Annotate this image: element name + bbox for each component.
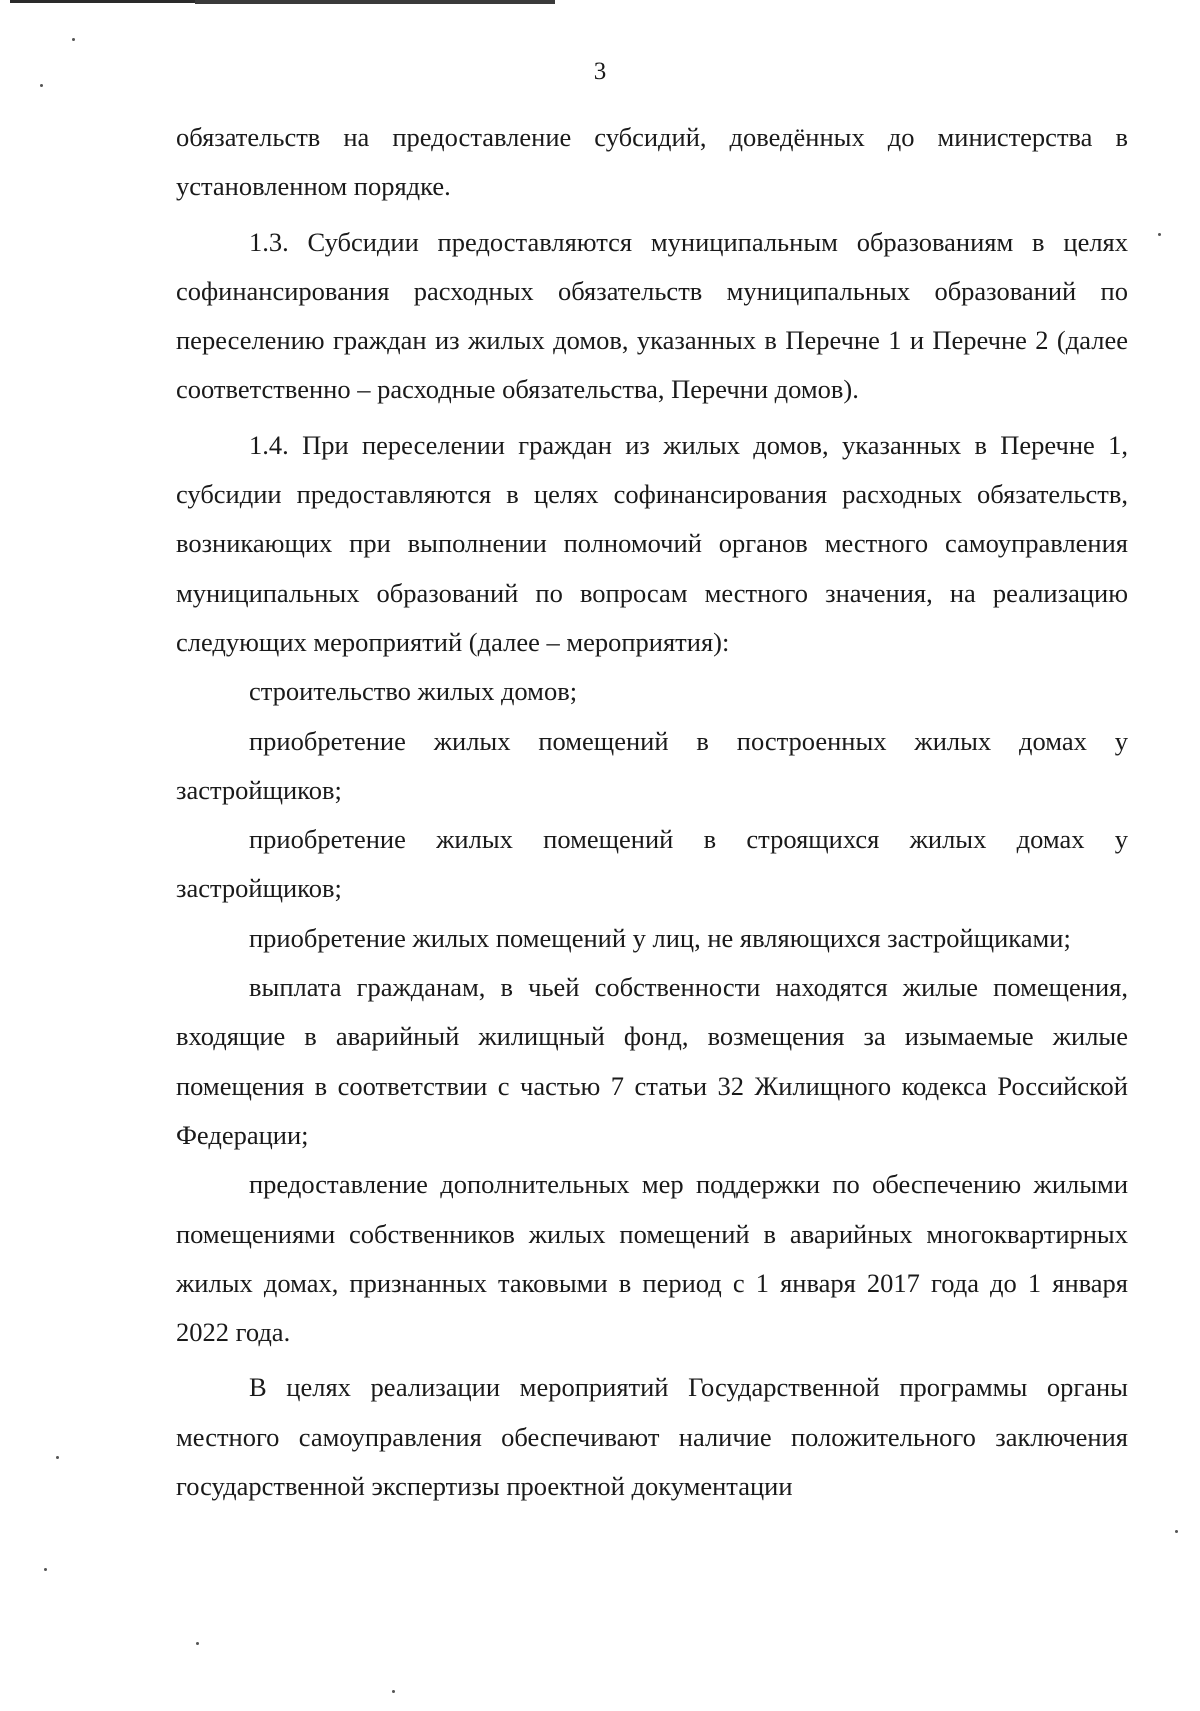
paragraph-1-3: 1.3. Субсидии предоставляются муниципальным образованиям в целях софинансирования расходных обязательств муниципальных образований по переселению граждан из жилых домов, указанных в Перечне 1 и Перечне 2 (далее соответственно – расходные обязательства, Перечни домов). bbox=[176, 226, 1128, 405]
paragraph: В целях реализации мероприятий Государственной программы органы местного самоуправления обеспечивают наличие положительного заключения государственной экспертизы проектной документации bbox=[176, 1372, 1128, 1502]
scan-speck bbox=[196, 1642, 199, 1645]
scan-speck bbox=[72, 38, 75, 41]
scan-speck bbox=[44, 1568, 47, 1571]
list-item: строительство жилых домов; bbox=[249, 676, 578, 707]
list-item: приобретение жилых помещений в строящихся жилых домах у застройщиков; bbox=[176, 824, 1128, 904]
list-item: предоставление дополнительных мер поддержки по обеспечению жилыми помещениями собственников жилых помещений в аварийных многоквартирных жилых домах, признанных таковыми в период с 1 января 2017 года до 1 января 2022 года. bbox=[176, 1169, 1128, 1348]
list-item: выплата гражданам, в чьей собственности находятся жилые помещения, входящие в аварийный жилищный фонд, возмещения за изымаемые жилые помещения в соответствии с частью 7 статьи 32 Жилищного кодекса Российской Федерации; bbox=[176, 972, 1128, 1150]
list-item: приобретение жилых помещений у лиц, не являющихся застройщиками; bbox=[249, 922, 1071, 953]
scan-speck bbox=[56, 1456, 59, 1459]
paragraph: обязательств на предоставление субсидий, доведённых до министерства в установленном порядке. bbox=[176, 122, 1128, 202]
scan-speck bbox=[1175, 1530, 1178, 1533]
scan-speck bbox=[1158, 233, 1161, 236]
page-number: 3 bbox=[593, 58, 607, 85]
paragraph-1-4: 1.4. При переселении граждан из жилых домов, указанных в Перечне 1, субсидии предоставляются в целях софинансирования расходных обязательств, возникающих при выполнении полномочий органов местного самоуправления муниципальных образований по вопросам местного значения, на реализацию следующих мероприятий (далее – мероприятия): bbox=[176, 429, 1128, 657]
scan-speck bbox=[40, 84, 43, 87]
document-body bbox=[176, 113, 1128, 1511]
scan-speck bbox=[392, 1690, 395, 1693]
scan-edge-line-thick bbox=[195, 0, 555, 4]
list-item: приобретение жилых помещений в построенных жилых домах у застройщиков; bbox=[176, 725, 1128, 805]
